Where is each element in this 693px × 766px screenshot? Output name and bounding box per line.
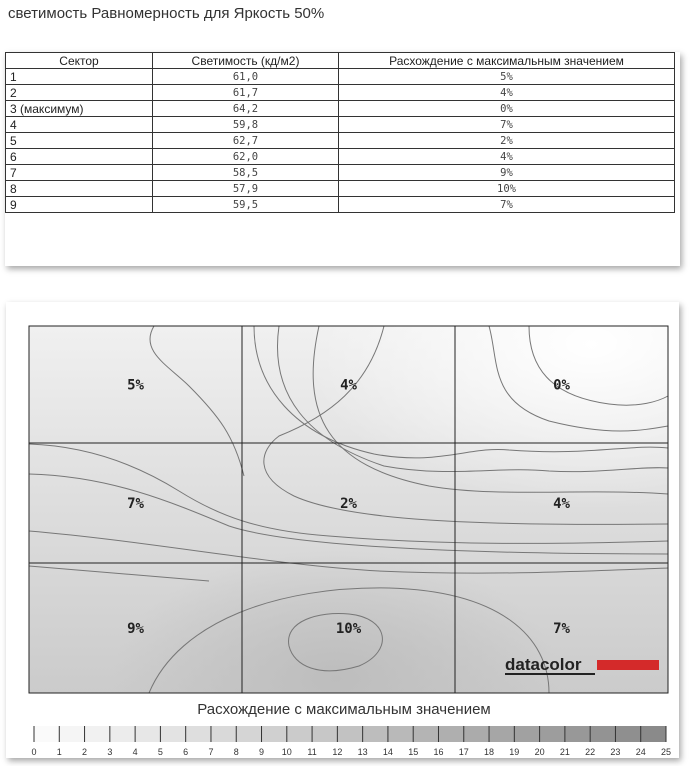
legend-swatch (464, 726, 489, 742)
table-row (6, 69, 675, 85)
legend-scale (31, 726, 671, 757)
uniformity-table (5, 52, 675, 213)
cell-sector: 7 (6, 165, 153, 181)
legend-swatch (565, 726, 590, 742)
legend-tick-label: 7 (208, 747, 214, 757)
legend-tick-label: 19 (509, 747, 520, 757)
cell-luminance: 62,0 (153, 149, 339, 165)
cell-sector: 4 (6, 117, 153, 133)
legend-tick-label: 24 (635, 747, 646, 757)
legend-tick-label: 9 (259, 747, 265, 757)
legend-tick-label: 5 (157, 747, 163, 757)
legend-tick-label: 6 (183, 747, 189, 757)
cell-sector: 3 (максимум) (6, 101, 153, 117)
cell-luminance: 61,0 (153, 69, 339, 85)
cell-label: 7% (553, 621, 570, 637)
legend-swatch (363, 726, 388, 742)
legend-tick-label: 10 (281, 747, 292, 757)
legend-swatch (540, 726, 565, 742)
legend-swatch (59, 726, 84, 742)
legend-swatch (186, 726, 211, 742)
legend-tick-label: 14 (382, 747, 393, 757)
uniformity-chart-panel (6, 302, 679, 758)
cell-luminance: 59,5 (153, 197, 339, 213)
legend-tick-label: 3 (107, 747, 113, 757)
legend-tick-label: 18 (484, 747, 495, 757)
legend-tick-label: 21 (559, 747, 570, 757)
cell-luminance: 62,7 (153, 133, 339, 149)
legend-tick-label: 17 (458, 747, 469, 757)
cell-luminance: 58,5 (153, 165, 339, 181)
column-header-sector: Сектор (6, 53, 153, 69)
legend-tick-label: 25 (660, 747, 672, 757)
cell-sector: 6 (6, 149, 153, 165)
legend-swatch (211, 726, 236, 742)
legend-swatch (438, 726, 463, 742)
cell-deviation: 5% (339, 69, 675, 85)
legend-swatch (135, 726, 160, 742)
uniformity-table-container (5, 52, 680, 266)
legend-tick-label: 8 (233, 747, 239, 757)
datacolor-logo-bar (597, 660, 659, 670)
cell-sector: 1 (6, 69, 153, 85)
cell-sector: 9 (6, 197, 153, 213)
cell-luminance: 61,7 (153, 85, 339, 101)
column-header-deviation: Расхождение с максимальным значением (339, 53, 675, 69)
cell-label: 4% (340, 377, 357, 394)
cell-deviation: 9% (339, 165, 675, 181)
table-row (6, 117, 675, 133)
cell-label: 7% (127, 496, 144, 512)
legend-tick-label: 12 (332, 747, 343, 757)
legend-swatch (262, 726, 287, 742)
legend-tick-label: 16 (433, 747, 444, 757)
table-row (6, 181, 675, 197)
cell-label: 0% (553, 377, 570, 394)
legend-tick-label: 4 (132, 747, 138, 757)
legend-swatch (337, 726, 362, 742)
legend-tick-label: 11 (307, 747, 317, 757)
legend-swatch (34, 726, 59, 742)
legend-tick-label: 23 (610, 747, 621, 757)
table-row (6, 149, 675, 165)
legend-swatch (236, 726, 261, 742)
legend-swatch (287, 726, 312, 742)
legend-tick-label: 22 (585, 747, 596, 757)
cell-deviation: 2% (339, 133, 675, 149)
cell-deviation: 0% (339, 101, 675, 117)
cell-label: 4% (553, 496, 570, 512)
table-row (6, 165, 675, 181)
cell-luminance: 64,2 (153, 101, 339, 117)
cell-luminance: 59,8 (153, 117, 339, 133)
page-title: светимость Равномерность для Яркость 50% (8, 5, 325, 22)
legend-swatch (489, 726, 514, 742)
legend-swatch (312, 726, 337, 742)
cell-sector: 8 (6, 181, 153, 197)
legend-swatch (85, 726, 110, 742)
legend-swatch (413, 726, 438, 742)
legend-tick-label: 2 (82, 747, 88, 757)
cell-label: 2% (340, 496, 357, 512)
legend-tick-label: 15 (408, 747, 419, 757)
legend-swatch (641, 726, 666, 742)
legend-tick-label: 13 (357, 747, 368, 757)
cell-label: 9% (127, 621, 144, 637)
cell-deviation: 7% (339, 197, 675, 213)
cell-label: 10% (335, 621, 362, 637)
cell-sector: 2 (6, 85, 153, 101)
legend-tick-label: 0 (31, 747, 37, 757)
legend-swatch (388, 726, 413, 742)
table-row (6, 133, 675, 149)
column-header-luminance: Светимость (кд/м2) (153, 53, 339, 69)
cell-deviation: 4% (339, 149, 675, 165)
cell-deviation: 10% (339, 181, 675, 197)
table-header-row (6, 53, 675, 69)
uniformity-heatmap (6, 302, 679, 758)
cell-deviation: 4% (339, 85, 675, 101)
legend-tick-label: 20 (534, 747, 545, 757)
legend-tick-label: 1 (56, 747, 62, 757)
table-row (6, 101, 675, 117)
legend-swatch (615, 726, 640, 742)
legend-swatch (590, 726, 615, 742)
table-row (6, 85, 675, 101)
cell-deviation: 7% (339, 117, 675, 133)
legend-title: Расхождение с максимальным значением (197, 701, 491, 718)
cell-label: 5% (127, 377, 144, 394)
cell-luminance: 57,9 (153, 181, 339, 197)
legend-swatch (514, 726, 539, 742)
datacolor-logo-text: datacolor (505, 655, 582, 674)
cell-sector: 5 (6, 133, 153, 149)
legend-swatch (160, 726, 185, 742)
table-row (6, 197, 675, 213)
legend-swatch (110, 726, 135, 742)
